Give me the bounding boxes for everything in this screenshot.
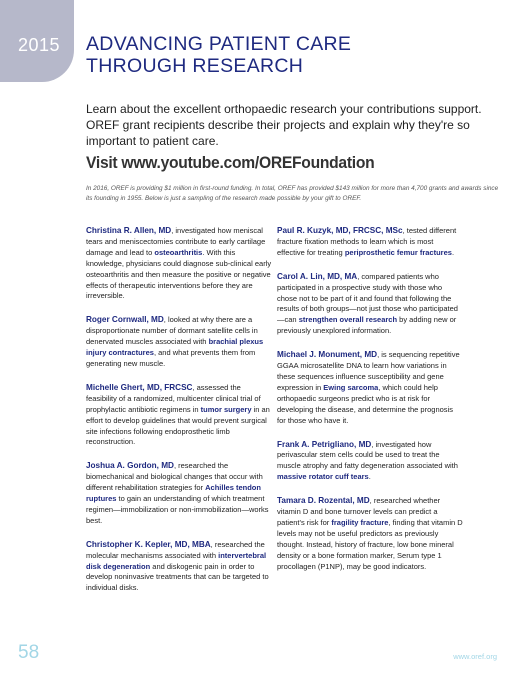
entry-text: , investigated how perivascular stem cells could be used to treat the muscle atrophy and fatty degeneration associated with: [277, 439, 458, 471]
entry-text: , researched the molecular mechanisms associated with: [86, 539, 265, 560]
entry-text: . With this knowledge, physicians could diagnose sub-clinical early osteoarthritis and then measure the positive or negative effects of therapeutic interventions before they are irreversible.: [86, 247, 272, 301]
intro-paragraph: Learn about the excellent orthopaedic research your contributions support. OREF grant recipients describe their projects and explain why they're so important to patient care.: [86, 102, 482, 148]
researcher-name: Michelle Ghert, MD, FRCSC: [86, 382, 193, 392]
year-label: 2015: [18, 35, 61, 55]
entry-highlight: Ewing sarcoma: [323, 382, 379, 392]
research-entry: [86, 226, 272, 302]
entry-text: , and what prevents them from generating new muscle.: [86, 348, 256, 368]
page-title-line-1: ADVANCING PATIENT CARE: [86, 33, 352, 55]
researcher-name: Frank A. Petrigliano, MD: [277, 439, 372, 449]
entry-text: by adding new or previously unexplored information.: [277, 315, 457, 336]
entry-highlight: osteoarthritis: [154, 247, 203, 257]
entry-text: .: [368, 472, 371, 482]
researcher-name: Michael J. Monument, MD: [277, 350, 378, 360]
research-entry: [277, 440, 463, 484]
entry-text: , finding that vitamin D levels may not be useful predictors as previously thought. Instead, history of fracture, low bone mineral density or a bone formation marker, Serum type 1 procollagen (P1NP), may be good indicators.: [277, 517, 463, 571]
entry-text: to gain an understanding of which treatment regimen—immobilization or non-immobilization—works best.: [86, 494, 269, 525]
research-entry: [86, 315, 272, 370]
research-entry: [277, 226, 463, 259]
entry-text: , assessed the feasibility of a randomized, multicenter clinical trial of prophylactic antibiotic regimens in: [86, 382, 261, 414]
entry-text: , tested different fracture fixation methods to learn which is most effective for treating: [277, 226, 457, 257]
researcher-name: Christopher K. Kepler, MD, MBA: [86, 539, 211, 549]
page-title: [86, 33, 351, 77]
research-entry: [277, 272, 463, 337]
page-title-line-2: THROUGH RESEARCH: [86, 55, 304, 77]
entry-highlight: Achilles tendon ruptures: [86, 483, 261, 504]
researcher-name: Christina R. Allen, MD: [86, 226, 172, 235]
researcher-name: Carol A. Lin, MD, MA: [277, 271, 358, 281]
researcher-name: Tamara D. Rozental, MD: [277, 496, 370, 506]
entry-text: , researched whether vitamin D and bone turnover levels can predict a patient's risk for: [277, 496, 441, 527]
entry-highlight: brachial plexus injury contractures: [86, 337, 264, 358]
research-entry: [277, 496, 463, 572]
entry-text: in an effort to develop guidelines that would prevent surgical site infections following endoprosthetic limb reconstruction.: [86, 404, 270, 447]
entry-text: .: [451, 247, 455, 257]
research-entry: [86, 461, 272, 526]
researcher-name: Roger Cornwall, MD: [86, 315, 164, 325]
entry-text: , looked at why there are a disproportionate number of dormant satellite cells in denervated muscles associated with: [86, 315, 258, 347]
research-entry: [277, 350, 463, 426]
entry-highlight: periprosthetic femur fractures: [344, 247, 452, 257]
entry-text: , compared patients who participated in a prospective study with those who chose not to be part of it and found that following the results of both groups—not just those who participated—can: [277, 271, 458, 325]
research-entry: [86, 383, 272, 448]
entry-highlight: massive rotator cuff tears: [277, 472, 369, 482]
entry-highlight: intervertebral disk degeneration: [86, 550, 267, 571]
entry-text: , which could help orthopaedic surgeons predict who is at risk for developing the disease, and determine the prognosis for those who have it.: [277, 382, 453, 425]
year-tab: [0, 0, 74, 82]
research-entry: [86, 540, 272, 595]
researcher-name: Joshua A. Gordon, MD: [86, 461, 174, 471]
page-number: 58: [18, 642, 40, 663]
entry-highlight: tumor surgery: [200, 404, 252, 414]
entry-highlight: fragility fracture: [331, 517, 389, 527]
researcher-name: Paul R. Kuzyk, MD, FRCSC, MSc: [277, 226, 403, 235]
entry-text: , is sequencing repetitive GGAA microsatellite DNA to learn how variations in these sequences influence susceptibility and gene expression in: [277, 350, 460, 392]
entry-text: , researched the biomechanical and biological changes that occur with different rehabilitation strategies for: [86, 461, 263, 493]
entry-text: , investigated how meniscal tears and meniscectomies contribute to early cartilage damage and lead to: [86, 226, 266, 257]
website-link[interactable]: www.oref.org: [453, 652, 497, 661]
funding-note: In 2016, OREF is providing $1 million in first-round funding. In total, OREF has provided $143 million for more than 4,700 grants and awards since its founding in 1955. Below is just a sampling of the research made possible by your gift to OREF.: [86, 185, 499, 202]
left-column: [86, 226, 272, 607]
entry-highlight: strengthen overall research: [298, 315, 398, 325]
right-column: [277, 226, 463, 585]
entry-text: and diskogenic pain in order to develop noninvasive treatments that can be targeted to individual disks.: [86, 561, 269, 593]
youtube-visit-link[interactable]: Visit www.youtube.com/OREFoundation: [86, 153, 375, 172]
